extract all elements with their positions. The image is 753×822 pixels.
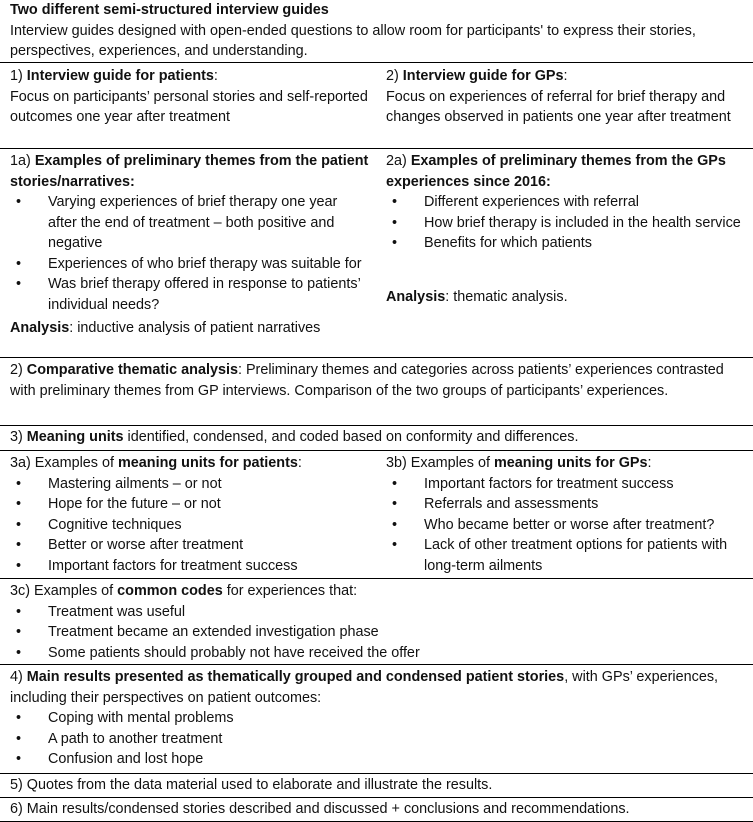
quotes-text: 5) Quotes from the data material used to elaborate and illustrate the results. [10, 777, 493, 793]
list-item: • Cognitive techniques [10, 515, 370, 536]
meaning-units-text: identified, condensed, and coded based on conformity and differences. [123, 429, 579, 445]
patient-mu-prefix: 3a) Examples of [10, 455, 118, 471]
header-title: Two different semi-structured interview guides [10, 2, 329, 18]
gp-mu-colon: : [647, 455, 652, 471]
guides-row [0, 62, 753, 148]
list-item: • Important factors for treatment success [10, 556, 370, 577]
gp-analysis-label: Analysis [386, 288, 446, 305]
main-results-text: , with GPs’ experiences, including their perspectives on patient outcomes: [10, 669, 719, 706]
comparative-title: Comparative thematic analysis [26, 362, 238, 378]
patient-themes-list [10, 192, 370, 315]
list-item: • Benefits for which patients [386, 233, 748, 254]
list-item: • Hope for the future – or not [10, 494, 370, 515]
patient-analysis-text: : inductive analysis of patient narratives [69, 320, 321, 336]
list-item: • Treatment became an extended investigation phase [10, 622, 743, 643]
patient-analysis-label: Analysis [10, 320, 70, 336]
comparative-number: 2) [10, 362, 23, 378]
gp-guide-title: Interview guide for GPs [402, 68, 564, 84]
list-item: • Better or worse after treatment [10, 535, 370, 556]
patient-mu-title: meaning units for patients [117, 455, 298, 471]
list-item: • Mastering ailments – or not [10, 474, 370, 495]
patient-meaning-units-list [10, 474, 370, 577]
main-results-number: 4) [10, 669, 23, 685]
gp-themes-cell [386, 149, 748, 307]
gp-guide-cell [386, 63, 748, 128]
gp-themes-number: 2a) [386, 153, 407, 169]
patient-meaning-units-cell [10, 451, 370, 576]
gp-mu-title: meaning units for GPs [493, 455, 648, 471]
quotes-row [0, 773, 753, 797]
common-codes-row [0, 578, 753, 664]
meaning-units-number: 3) [10, 429, 23, 445]
header-description: Interview guides designed with open-ended questions to allow room for participants' to express their stories, perspectives, experiences, and understanding. [10, 22, 696, 59]
themes-row [0, 148, 753, 357]
list-item: • A path to another treatment [10, 729, 743, 750]
list-item: • Treatment was useful [10, 602, 743, 623]
list-item: • Confusion and lost hope [10, 749, 743, 770]
meaning-units-examples-row [0, 450, 753, 578]
patient-themes-title: Examples of preliminary themes from the patient stories/narratives: [10, 153, 369, 190]
list-item: • Lack of other treatment options for patients with long-term ailments [386, 535, 748, 576]
common-codes-prefix: 3c) Examples of [10, 583, 118, 599]
common-codes-suffix: for experiences that: [222, 583, 358, 599]
gp-guide-colon: : [563, 68, 568, 84]
meaning-units-row [0, 425, 753, 450]
list-item: • Coping with mental problems [10, 708, 743, 729]
list-item: • Some patients should probably not have received the offer [10, 643, 743, 664]
list-item: • How brief therapy is included in the health service [386, 213, 748, 234]
gp-meaning-units-list [386, 474, 748, 577]
gp-guide-number: 2) [386, 68, 399, 84]
patient-guide-title: Interview guide for patients [26, 68, 214, 84]
patient-mu-colon: : [297, 455, 302, 471]
list-item: • Important factors for treatment success [386, 474, 748, 495]
meaning-units-title: Meaning units [26, 429, 124, 445]
patient-guide-colon: : [213, 68, 218, 84]
patient-guide-text: Focus on participants’ personal stories and self-reported outcomes one year after treatment [10, 88, 368, 125]
gp-meaning-units-cell [386, 451, 748, 576]
conclusions-text: 6) Main results/condensed stories described and discussed + conclusions and recommendations. [10, 801, 630, 817]
gp-guide-text: Focus on experiences of referral for brief therapy and changes observed in patients one year after treatment [386, 88, 731, 125]
patient-guide-number: 1) [10, 68, 23, 84]
gp-themes-title: Examples of preliminary themes from the GPs experiences since 2016: [386, 153, 726, 190]
comparative-row [0, 357, 753, 425]
list-item: • Referrals and assessments [386, 494, 748, 515]
header-row [0, 0, 753, 62]
gp-themes-list [386, 192, 748, 254]
main-results-title: Main results presented as thematically grouped and condensed patient stories [26, 669, 565, 685]
gp-analysis-text: : thematic analysis. [445, 288, 568, 305]
list-item: • Was brief therapy offered in response to patients’ individual needs? [10, 274, 370, 315]
comparative-text: : Preliminary themes and categories across patients’ experiences contrasted with preliminary themes from GP interviews. Comparison of the two groups of participants’ experiences. [10, 362, 724, 399]
common-codes-list [10, 602, 743, 664]
patient-themes-number: 1a) [10, 153, 31, 169]
list-item: • Experiences of who brief therapy was suitable for [10, 254, 370, 275]
gp-mu-prefix: 3b) Examples of [386, 455, 494, 471]
conclusions-row [0, 797, 753, 822]
list-item: • Who became better or worse after treatment? [386, 515, 748, 536]
patient-themes-cell [10, 149, 370, 339]
list-item: • Varying experiences of brief therapy one year after the end of treatment – both positive and negative [10, 192, 370, 254]
list-item: • Different experiences with referral [386, 192, 748, 213]
main-results-list [10, 708, 743, 770]
patient-guide-cell [10, 63, 370, 128]
common-codes-title: common codes [117, 583, 223, 599]
main-results-row [0, 664, 753, 773]
